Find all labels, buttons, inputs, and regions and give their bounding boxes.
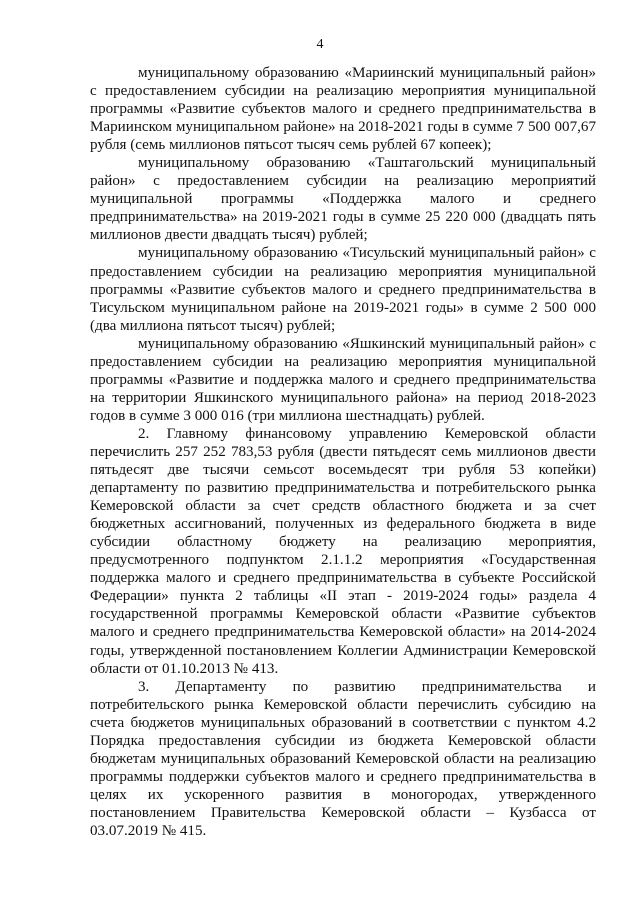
paragraph-tisul: муниципальному образованию «Тисульский муниципальный район» с предоставлением субсидии на реализацию мероприятия муниципальной программы «Развитие субъектов малого и среднего предпринимательства в Тисульском муниципальном районе на 2019-2021 годы» в сумме 2 500 000 (два миллиона пятьсот тысяч) рублей; — [90, 245, 596, 334]
paragraph-yashkino: муниципальному образованию «Яшкинский муниципальный район» с предоставлением субсидии на реализацию мероприятия муниципальной программы «Развитие и поддержка малого и среднего предпринимательства на территории Яшкинского муниципального района» на период 2018-2023 годов в сумме 3 000 016 (три миллиона шестнадцать) рублей. — [90, 335, 596, 424]
document-body — [90, 64, 596, 840]
paragraph-item-3: 3. Департаменту по развитию предпринимательства и потребительского рынка Кемеровской области перечислить субсидию на счета бюджетов муниципальных образований в соответствии с пунктом 4.2 Порядка предоставления субсидии из бюджета Кемеровской области бюджетам муниципальных образований Кемеровской области на реализацию программы поддержки субъектов малого и среднего предпринимательства в целях их ускоренного развития в моногородах, утвержденного постановлением Правительства Кемеровской области – Кузбасса от 03.07.2019 № 415. — [90, 678, 596, 839]
paragraph-tashtagol: муниципальному образованию «Таштагольский муниципальный район» с предоставлением субсидии на реализацию мероприятий муниципальной программы «Поддержка малого и среднего предпринимательства» на 2019-2021 годы в сумме 25 220 000 (двадцать пять миллионов двести двадцать тысяч) рублей; — [90, 155, 596, 244]
paragraph-item-2: 2. Главному финансовому управлению Кемеровской области перечислить 257 252 783,53 рубля (двести пятьдесят семь миллионов двести пятьдесят две тысячи семьсот восемьдесят три рубля 53 копейки) департаменту по развитию предпринимательства и потребительского рынка Кемеровской области за счет средств областного бюджета и за счет бюджетных ассигнований, полученных из федерального бюджета в виде субсидии областному бюджету на реализацию мероприятия, предусмотренного подпунктом 2.1.1.2 мероприятия «Государственная поддержка малого и среднего предпринимательства в субъекте Российской Федерации» пункта 2 таблицы «II этап - 2019-2024 годы» раздела 4 государственной программы Кемеровской области «Развитие субъектов малого и среднего предпринимательства Кемеровской области» на 2014-2024 годы, утвержденной постановлением Коллегии Администрации Кемеровской области от 01.10.2013 № 413. — [90, 425, 596, 677]
paragraph-mariinsky: муниципальному образованию «Мариинский муниципальный район» с предоставлением субсидии на реализацию мероприятия муниципальной программы «Развитие субъектов малого и среднего предпринимательства в Мариинском муниципальном районе» на 2018-2021 годы в сумме 7 500 007,67 рубля (семь миллионов пятьсот тысяч семь рублей 67 копеек); — [90, 65, 596, 154]
page-number: 4 — [316, 37, 324, 52]
